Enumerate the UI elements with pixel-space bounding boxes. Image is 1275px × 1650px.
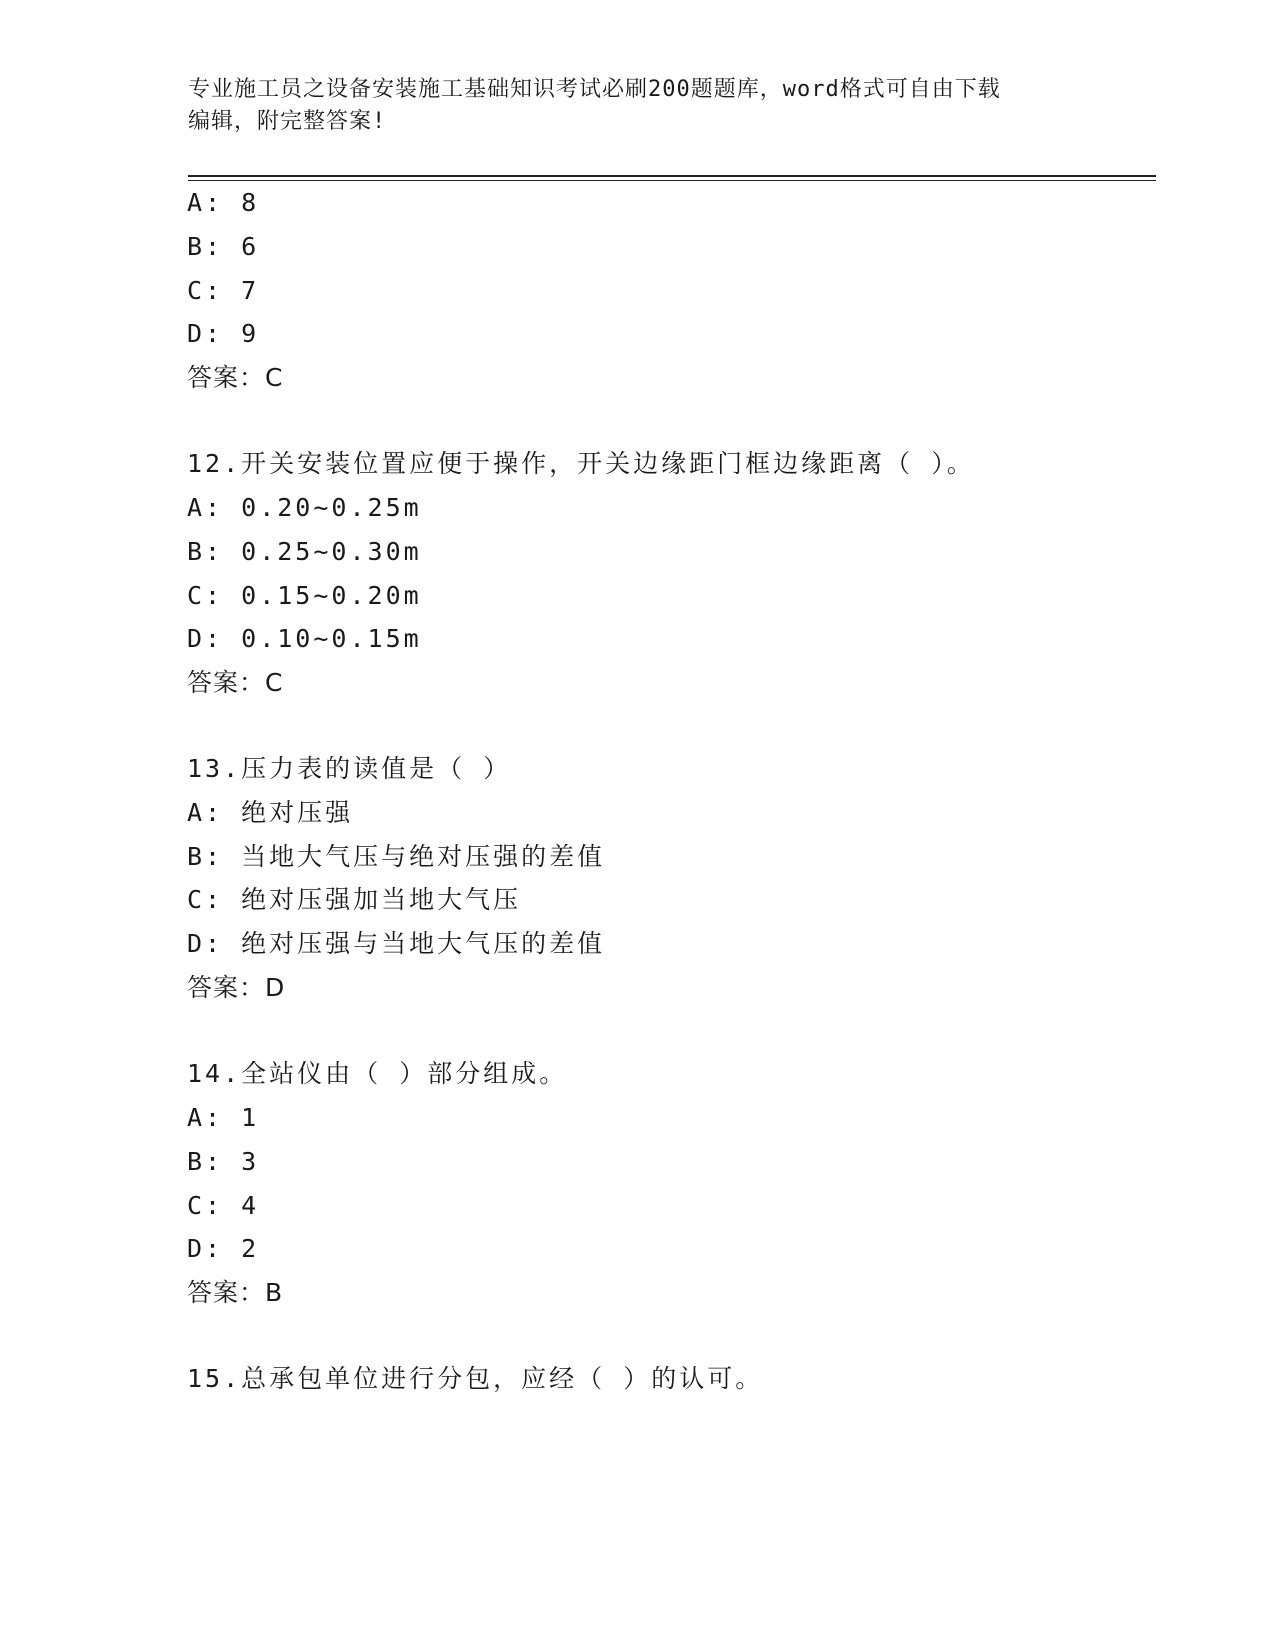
- q12-option-c: C: 0.15~0.20m: [187, 581, 422, 610]
- q14-option-d: D: 2: [187, 1234, 260, 1263]
- q13-stem: 13.压力表的读值是（ ）: [187, 754, 512, 783]
- q13-option-b: B: 当地大气压与绝对压强的差值: [187, 842, 606, 871]
- q15-stem: 15.总承包单位进行分包，应经（ ）的认可。: [187, 1364, 764, 1393]
- q11-option-a: A: 8: [187, 188, 260, 217]
- q11-option-d: D: 9: [187, 319, 260, 348]
- q14-option-b: B: 3: [187, 1147, 260, 1176]
- q11-option-c: C: 7: [187, 276, 260, 305]
- document-header: [188, 74, 1088, 138]
- header-divider-thin: [188, 180, 1156, 181]
- header-title-line-2: 编辑，附完整答案!: [188, 109, 387, 134]
- q11-answer: 答案：C: [187, 363, 284, 392]
- header-title-line-1: 专业施工员之设备安装施工基础知识考试必刷200题题库，word格式可自由下载: [188, 77, 1001, 102]
- q12-option-b: B: 0.25~0.30m: [187, 537, 422, 566]
- header-divider-thick: [188, 175, 1156, 177]
- q14-option-c: C: 4: [187, 1191, 260, 1220]
- q13-answer: 答案：D: [187, 973, 286, 1002]
- q11-option-b: B: 6: [187, 232, 260, 261]
- q12-answer: 答案：C: [187, 668, 284, 697]
- q12-stem: 12.开关安装位置应便于操作，开关边缘距门框边缘距离（ ）。: [187, 449, 975, 478]
- q14-option-a: A: 1: [187, 1103, 260, 1132]
- q13-option-d: D: 绝对压强与当地大气压的差值: [187, 929, 606, 958]
- q13-option-c: C: 绝对压强加当地大气压: [187, 885, 522, 914]
- q12-option-a: A: 0.20~0.25m: [187, 493, 422, 522]
- q14-answer: 答案：B: [187, 1278, 284, 1307]
- q12-option-d: D: 0.10~0.15m: [187, 624, 422, 653]
- q13-option-a: A: 绝对压强: [187, 798, 354, 827]
- q14-stem: 14.全站仪由（ ）部分组成。: [187, 1059, 568, 1088]
